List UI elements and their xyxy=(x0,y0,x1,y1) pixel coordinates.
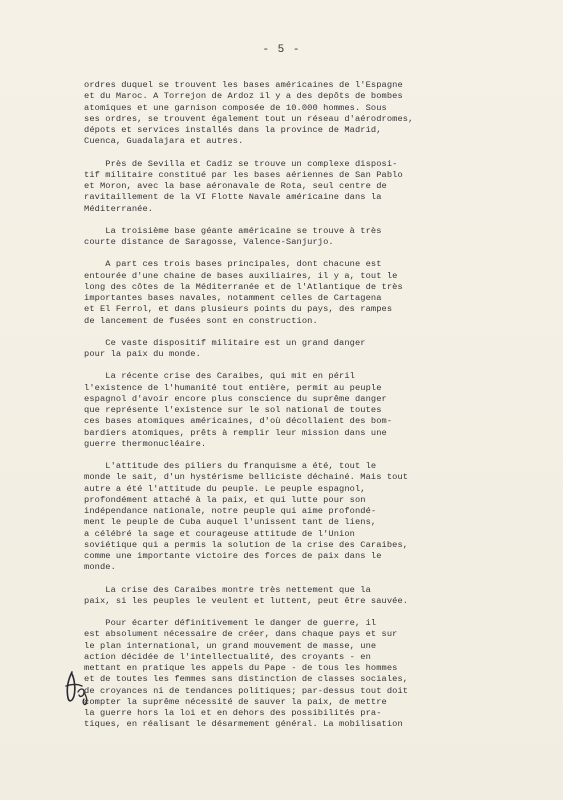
text-line: le plan international, un grand mouvement de masse, une xyxy=(84,640,377,651)
text-line: La crise des Caraibes montre très nettement que la xyxy=(84,584,371,595)
text-line: soviétique qui a permis la solution de la crise des Caraibes, xyxy=(84,539,409,550)
text-line: ces bases atomiques américaines, d'où décollaient des bom- xyxy=(84,416,393,427)
text-line: est absolument nécessaire de créer, dans chaque pays et sur xyxy=(84,629,398,640)
text-line: ses ordres, se trouvent également tout un réseau d'aérodromes, xyxy=(84,113,414,124)
text-line: espagnol d'avoir encore plus conscience du suprême danger xyxy=(84,393,387,404)
text-line: comme une importante victoire des forces de paix dans le xyxy=(84,551,382,561)
text-line: entourée d'une chaine de bases auxiliaires, il y a, tout le xyxy=(84,270,398,281)
text-line: Cuenca, Guadalajara et autres. xyxy=(84,136,244,147)
handwritten-initials-mark-icon xyxy=(62,666,96,706)
text-line: de croyances ni de tendances politiques; par-dessus tout doit xyxy=(84,685,409,696)
text-line: L'attitude des piliers du franquisme a été, tout le xyxy=(84,461,377,471)
text-line: importantes bases navales, notamment celles de Cartagena xyxy=(84,293,382,303)
text-line: Pour écarter définitivement le danger de guerre, il xyxy=(84,618,377,628)
text-line: atomiques et une garnison composée de 10.000 hommes. Sous xyxy=(84,102,387,113)
text-line: autre a été l'attitude du peuple. Le peuple espagnol, xyxy=(84,483,366,494)
text-line: et de toutes les femmes sans distinction de classes sociales, xyxy=(84,674,409,685)
paragraph xyxy=(84,338,528,361)
text-line: profondément attaché à la paix, et qui lutte pour son xyxy=(84,494,366,505)
text-line: et du Maroc. A Torrejon de Ardoz il y a des depôts de bombes xyxy=(84,91,403,102)
paragraph xyxy=(84,585,528,608)
paragraph xyxy=(84,226,528,249)
text-line: Près de Sevilla et Cadiz se trouve un complexe disposi- xyxy=(84,158,398,169)
text-line: monde. xyxy=(84,562,116,573)
paragraph xyxy=(84,159,528,215)
paragraph xyxy=(84,80,528,148)
text-line: paix, si les peuples le veulent et luttent, peut être sauvée. xyxy=(84,595,409,606)
text-line: la guerre hors la loi et en dehors des possibilités pra- xyxy=(84,708,382,718)
text-line: ment le peuple de Cuba auquel l'unissent tant de liens, xyxy=(84,517,377,528)
text-line: action décidée de l'intellectualité, des croyants - en xyxy=(84,651,371,662)
text-line: ravitaillement de la VI Flotte Navale américaine dans la xyxy=(84,192,382,203)
body-text xyxy=(84,80,528,731)
paragraph xyxy=(84,259,528,327)
text-line: La troisième base géante américaine se trouve à très xyxy=(84,225,382,236)
text-line: Méditerranée. xyxy=(84,203,154,214)
text-line: a célébré la sage et courageuse attitude de l'Union xyxy=(84,528,355,539)
text-line: dépots et services installés dans la province de Madrid, xyxy=(84,125,382,135)
text-line: compter la suprême nécessité de sauver la paix, de mettre xyxy=(84,696,387,707)
text-line: courte distance de Saragosse, Valence-Sanjurjo. xyxy=(84,237,334,247)
text-line: tiques, en réalisant le désarmement général. La mobilisation xyxy=(84,719,403,730)
text-line: bardiers atomiques, prêts à remplir leur mission dans une xyxy=(84,427,387,438)
text-line: et El Ferrol, et dans plusieurs points du pays, des rampes xyxy=(84,304,393,315)
text-line: indépendance nationale, notre peuple qui aime profondé- xyxy=(84,506,377,516)
text-line: l'existence de l'humanité tout entière, permit au peuple xyxy=(84,382,382,393)
paragraph xyxy=(84,461,528,574)
text-line: monde le sait, d'un hystérisme belliciste déchainé. Mais tout xyxy=(84,472,409,483)
text-line: et Moron, avec la base aéronavale de Rota, seul centre de xyxy=(84,181,387,191)
text-line: ordres duquel se trouvent les bases américaines de l'Espagne xyxy=(84,80,403,90)
page-number: - 5 - xyxy=(262,44,301,56)
paragraph xyxy=(84,371,528,450)
text-line: mettant en pratique les appels du Pape - de tous les hommes xyxy=(84,663,398,673)
text-line: A part ces trois bases principales, dont chacune est xyxy=(84,259,382,270)
text-line: de lancement de fusées sont en construction. xyxy=(84,315,318,326)
text-line: pour la paix du monde. xyxy=(84,349,201,359)
text-line: Ce vaste dispositif militaire est un grand danger xyxy=(84,337,366,348)
text-line: tif militaire constitué par les bases aériennes de San Pablo xyxy=(84,169,403,180)
text-line: que représente l'existence sur le sol national de toutes xyxy=(84,405,382,415)
text-line: La récente crise des Caraibes, qui mit en péril xyxy=(84,371,355,382)
text-line: guerre thermonucléaire. xyxy=(84,438,207,449)
paragraph xyxy=(84,618,528,731)
text-line: long des côtes de la Méditerranée et de l'Atlantique de très xyxy=(84,281,403,292)
